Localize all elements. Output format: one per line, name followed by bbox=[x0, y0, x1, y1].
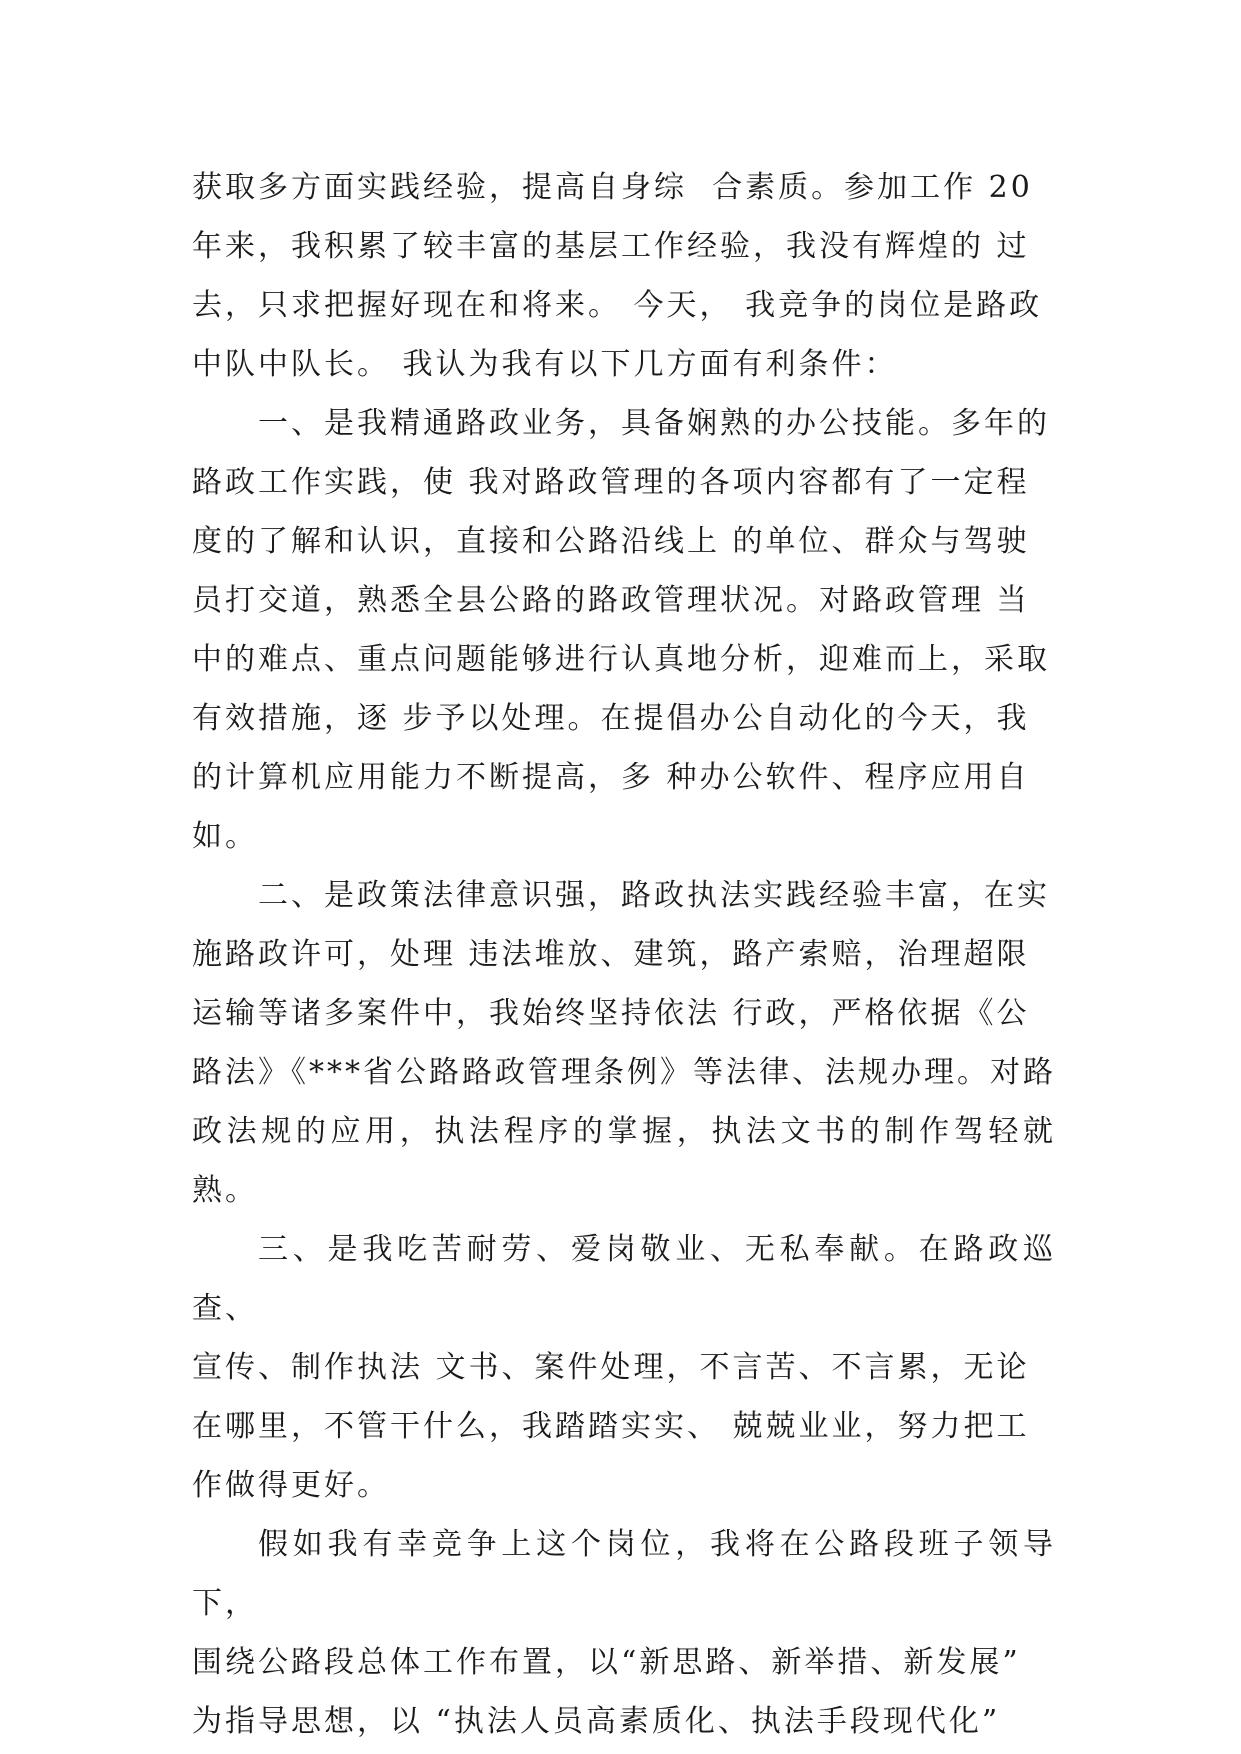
text-line: 二、是政策法律意识强，路政执法实践经验丰富，在实 bbox=[258, 878, 1050, 913]
text-line: 政法规的应用，执法程序的掌握，执法文书的制作驾轻就熟。 bbox=[192, 1114, 1056, 1208]
paragraph-1 bbox=[192, 158, 1056, 394]
text-line: 路法》《***省公路路政管理条例》等法律、法规办理。对路 bbox=[192, 1055, 1056, 1090]
document-body bbox=[192, 158, 1056, 1751]
paragraph-2 bbox=[192, 394, 1056, 866]
text-line: 宣传、制作执法 文书、案件处理，不言苦、不言累，无论 bbox=[192, 1350, 1030, 1385]
text-line: 施路政许可，处理 违法堆放、建筑，路产索赔，治理超限 bbox=[192, 937, 1030, 972]
text-line: 中的难点、重点问题能够进行认真地分析，迎难而上，采取 bbox=[192, 642, 1050, 677]
paragraph-5 bbox=[192, 1515, 1056, 1751]
text-line: 一、是我精通路政业务，具备娴熟的办公技能。多年的 bbox=[258, 406, 1050, 441]
text-line: 如。 bbox=[192, 819, 258, 854]
text-line: 有效措施，逐 步予以处理。在提倡办公自动化的今天，我 bbox=[192, 701, 1030, 736]
text-line: 度的了解和认识，直接和公路沿线上 的单位、群众与驾驶 bbox=[192, 524, 1030, 559]
text-line: 围绕公路段总体工作布置，以“新思路、新举措、新发展” bbox=[192, 1645, 1021, 1680]
text-line: 在哪里，不管干什么，我踏踏实实、 兢兢业业，努力把工 bbox=[192, 1409, 1030, 1444]
text-line: 去，只求把握好现在和将来。 今天， 我竞争的岗位是路政 bbox=[192, 288, 1043, 323]
text-line: 假如我有幸竞争上这个岗位，我将在公路段班子领导下， bbox=[192, 1527, 1056, 1621]
text-line: 年来，我积累了较丰富的基层工作经验，我没有辉煌的 过 bbox=[192, 229, 1030, 264]
text-line: 运输等诸多案件中，我始终坚持依法 行政，严格依据《公 bbox=[192, 996, 1030, 1031]
text-line: 员打交道，熟悉全县公路的路政管理状况。对路政管理 当 bbox=[192, 583, 1030, 618]
text-line: 为指导思想，以 “执法人员高素质化、执法手段现代化” bbox=[192, 1704, 1001, 1739]
text-line: 获取多方面实践经验，提高自身综 合素质。参加工作 20 bbox=[192, 170, 1033, 205]
paragraph-3 bbox=[192, 866, 1056, 1220]
text-line: 中队中队长。 我认为我有以下几方面有利条件： bbox=[192, 347, 898, 382]
text-line: 的计算机应用能力不断提高，多 种办公软件、程序应用自 bbox=[192, 760, 1030, 795]
paragraph-4 bbox=[192, 1220, 1056, 1515]
text-line: 路政工作实践，使 我对路政管理的各项内容都有了一定程 bbox=[192, 465, 1030, 500]
text-line: 作做得更好。 bbox=[192, 1468, 390, 1503]
text-line: 三、是我吃苦耐劳、爱岗敬业、无私奉献。在路政巡查、 bbox=[192, 1232, 1056, 1326]
